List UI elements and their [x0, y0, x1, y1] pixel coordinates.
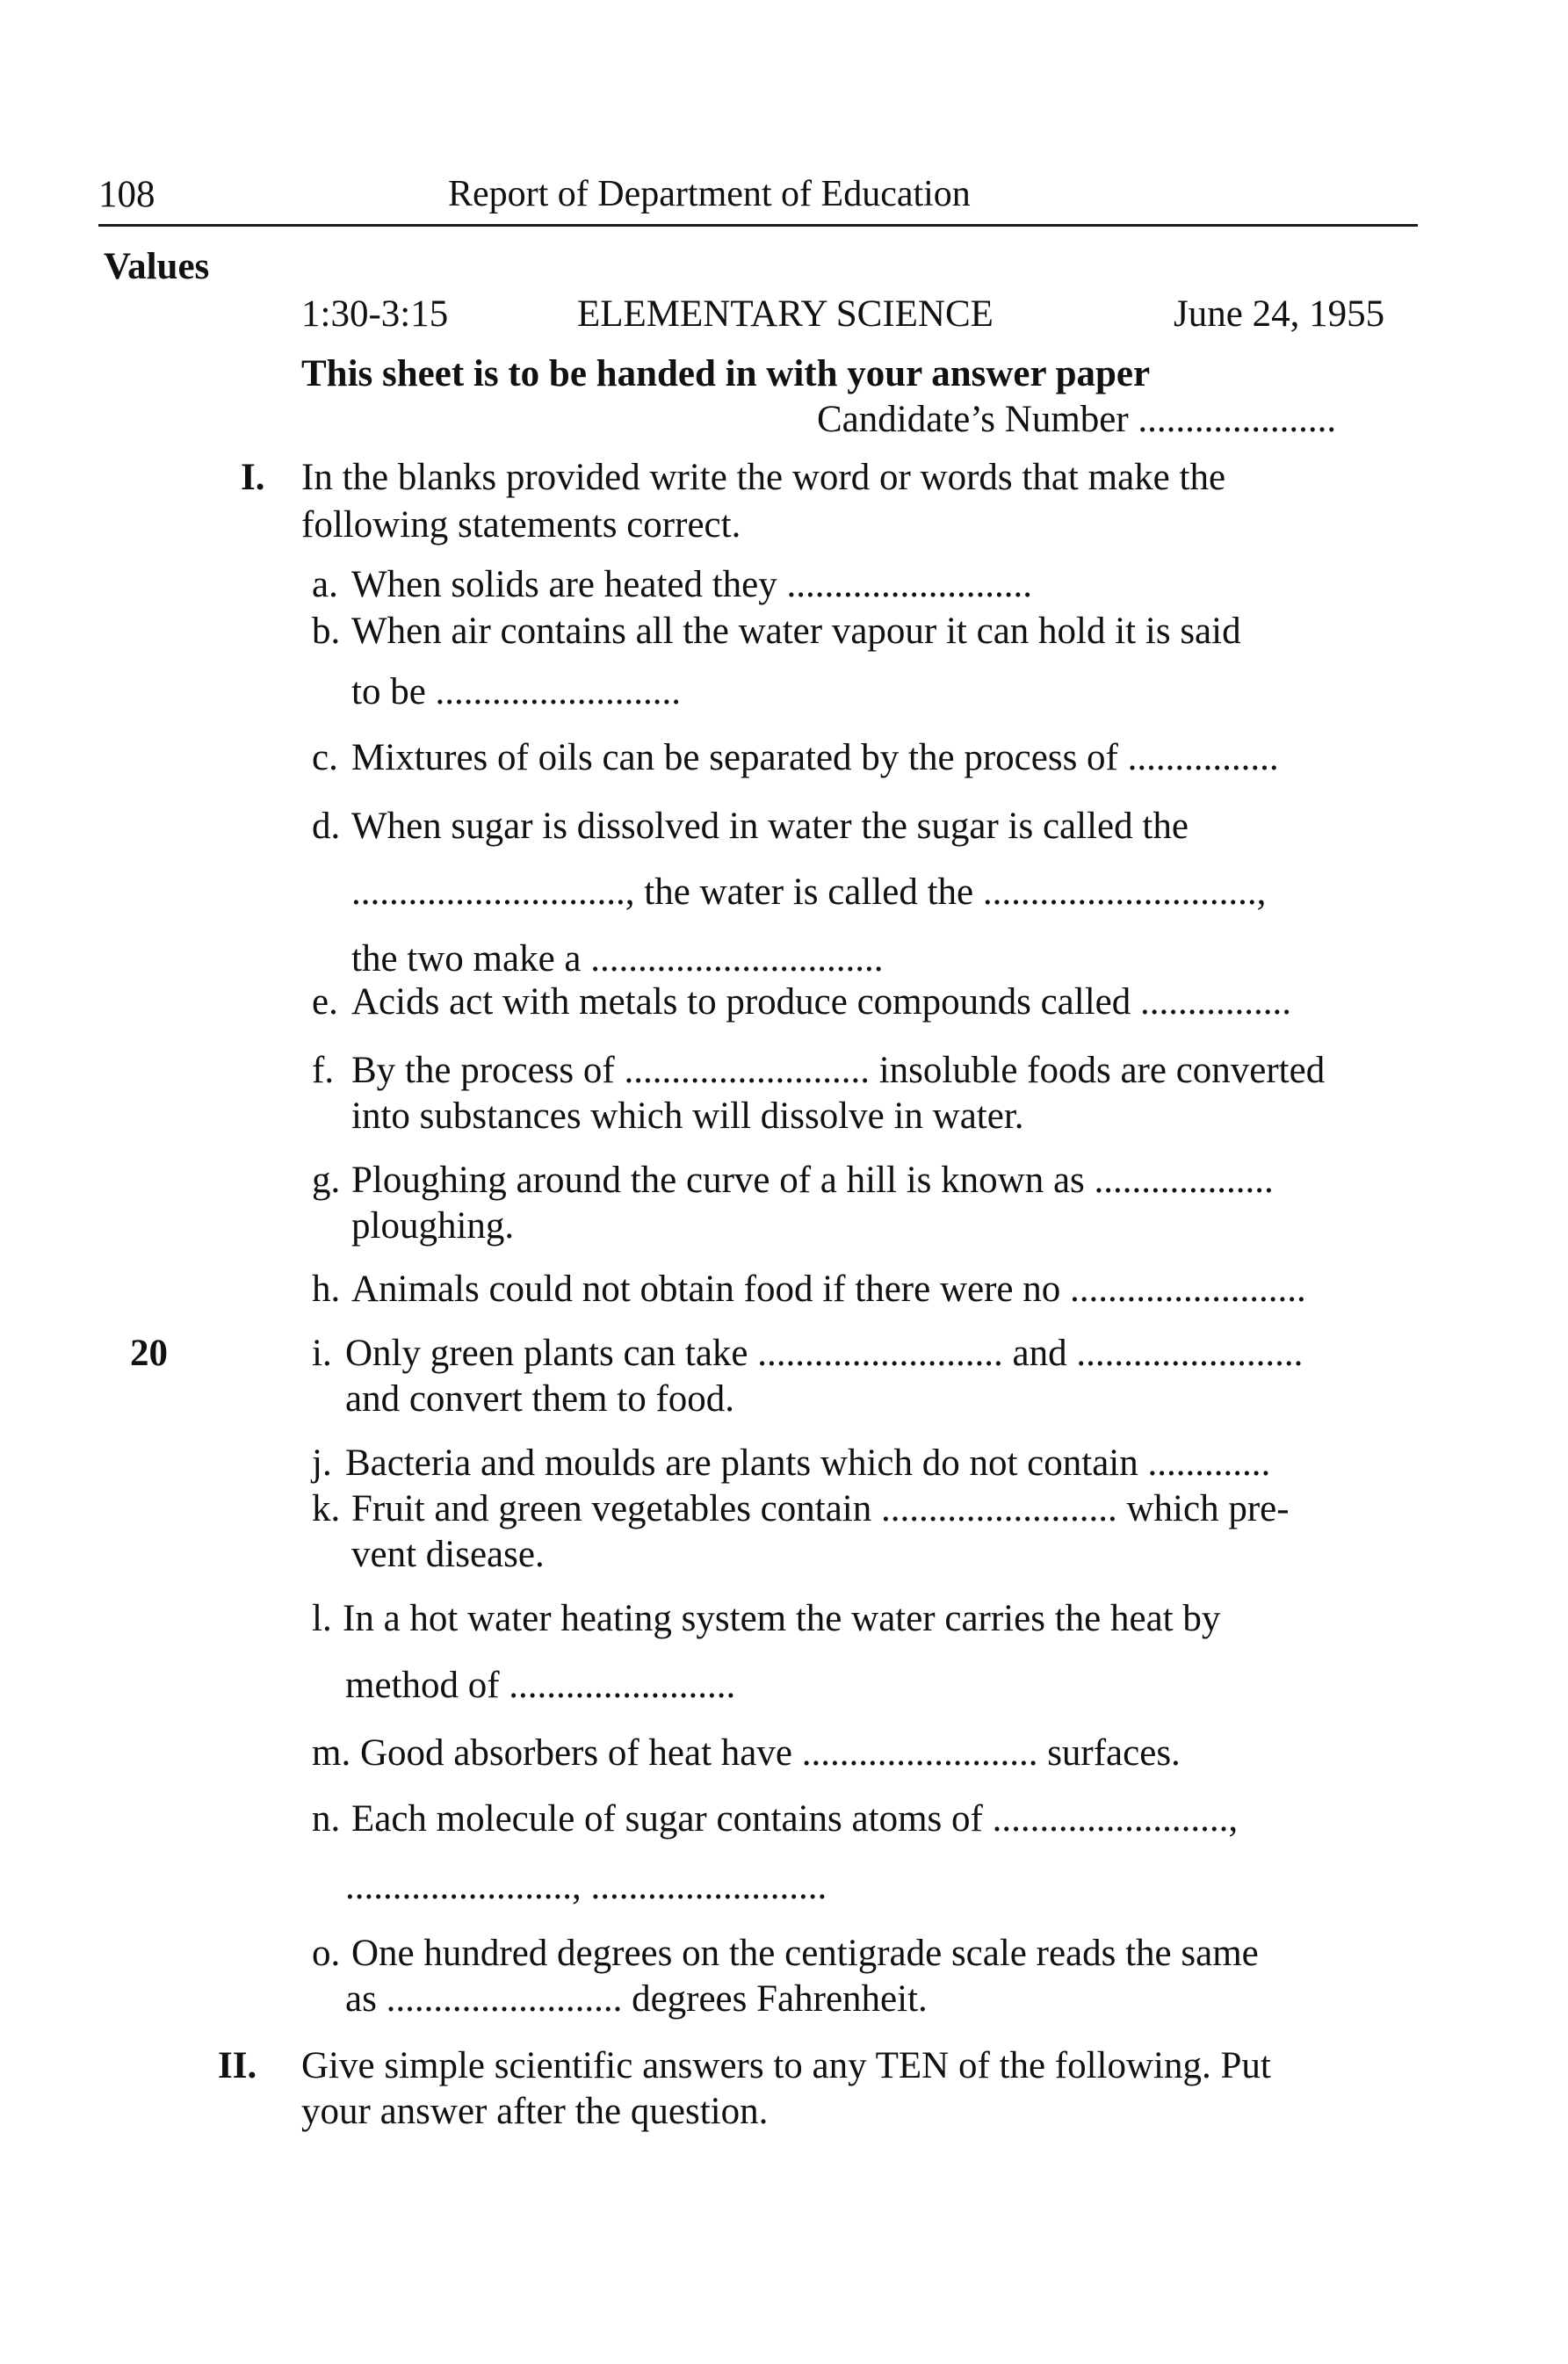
section-1-instruction-line-2: following statements correct. — [301, 504, 741, 546]
item-j-label: j. — [312, 1442, 332, 1484]
item-g-line-2: ploughing. — [351, 1205, 515, 1247]
section-1-instruction-line-1: In the blanks provided write the word or words that make the — [301, 457, 1226, 498]
item-j-line-1: Bacteria and moulds are plants which do not contain ............. — [345, 1442, 1271, 1484]
item-c-line-1: Mixtures of oils can be separated by the process of ................ — [351, 737, 1279, 778]
item-d-line-3: the two make a ............................... — [351, 938, 884, 980]
item-g-line-1: Ploughing around the curve of a hill is known as ................... — [351, 1160, 1274, 1201]
item-e-label: e. — [312, 981, 338, 1023]
item-b-line-2: to be .......................... — [351, 671, 682, 712]
item-m-line-1: Good absorbers of heat have ......................... surfaces. — [360, 1732, 1181, 1774]
item-n-line-1: Each molecule of sugar contains atoms of ........................., — [351, 1798, 1239, 1840]
item-l-label: l. — [312, 1598, 332, 1639]
item-e-line-1: Acids act with metals to produce compounds called ................ — [351, 981, 1291, 1023]
item-f-line-1: By the process of .......................... insoluble foods are converted — [351, 1050, 1326, 1091]
item-k-line-1: Fruit and green vegetables contain ......................... which pre- — [351, 1488, 1290, 1529]
item-h-label: h. — [312, 1269, 341, 1310]
section-2-numeral: II. — [218, 2045, 257, 2086]
exam-time: 1:30-3:15 — [301, 293, 449, 335]
item-b-label: b. — [312, 611, 341, 652]
item-n-label: n. — [312, 1798, 341, 1840]
item-i-line-1: Only green plants can take .......................... and ........................ — [345, 1333, 1304, 1374]
item-g-label: g. — [312, 1160, 341, 1201]
item-o-line-1: One hundred degrees on the centigrade scale reads the same — [351, 1933, 1259, 1974]
page-number: 108 — [98, 174, 155, 215]
item-k-label: k. — [312, 1488, 341, 1529]
item-i-line-2: and convert them to food. — [345, 1378, 735, 1420]
item-c-label: c. — [312, 737, 338, 778]
values-label: Values — [104, 246, 210, 287]
item-b-line-1: When air contains all the water vapour it can hold it is said — [351, 611, 1241, 652]
exam-instruction: This sheet is to be handed in with your answer paper — [301, 353, 1151, 394]
candidate-number: Candidate’s Number ..................... — [817, 399, 1337, 440]
item-n-line-2: ........................, ......................... — [345, 1866, 827, 1907]
item-l-line-1: In a hot water heating system the water carries the heat by — [343, 1598, 1221, 1639]
running-title: Report of Department of Education — [448, 174, 971, 214]
item-d-line-2: ............................., the water is called the ............................., — [351, 871, 1267, 913]
item-o-label: o. — [312, 1933, 341, 1974]
item-k-line-2: vent disease. — [351, 1534, 545, 1575]
section-2-instruction-line-1: Give simple scientific answers to any TEN of the following. Put — [301, 2045, 1271, 2086]
section-1-numeral: I. — [241, 457, 265, 498]
item-d-label: d. — [312, 806, 341, 847]
item-m-label: m. — [312, 1732, 351, 1774]
item-a-label: a. — [312, 564, 338, 605]
exam-subject: ELEMENTARY SCIENCE — [577, 293, 994, 335]
marks-value: 20 — [130, 1333, 168, 1374]
item-f-line-2: into substances which will dissolve in water. — [351, 1095, 1024, 1137]
item-l-line-2: method of ........................ — [345, 1665, 736, 1706]
item-o-line-2: as ......................... degrees Fahrenheit. — [345, 1978, 928, 2020]
item-a-line-1: When solids are heated they .......................... — [351, 564, 1033, 605]
header-rule — [98, 224, 1418, 227]
section-2-instruction-line-2: your answer after the question. — [301, 2091, 769, 2132]
item-h-line-1: Animals could not obtain food if there were no ......................... — [351, 1269, 1306, 1310]
item-i-label: i. — [312, 1333, 332, 1374]
exam-date: June 24, 1955 — [1174, 293, 1385, 335]
item-d-line-1: When sugar is dissolved in water the sugar is called the — [351, 806, 1189, 847]
item-f-label: f. — [312, 1050, 335, 1091]
